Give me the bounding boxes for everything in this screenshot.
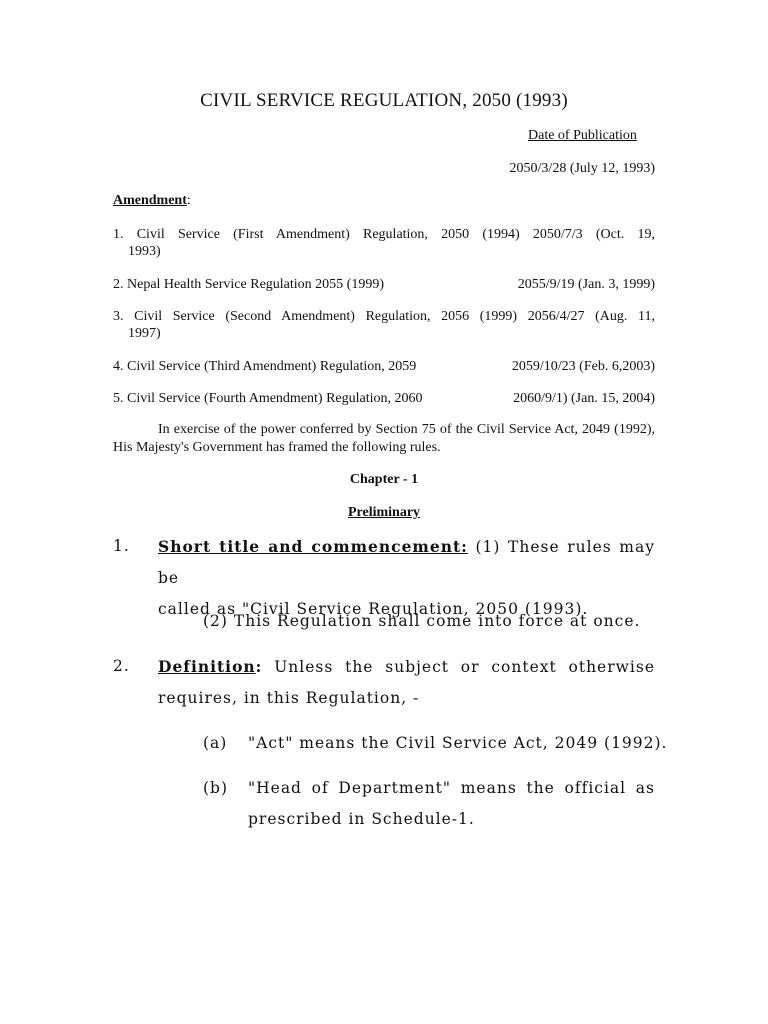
preamble-paragraph: In exercise of the power conferred by Section 75 of the Civil Service Act, 2049 (1992), His Majesty's Government has framed the following rules.: [113, 422, 655, 455]
amendment-line: 3. Civil Service (Second Amendment) Regulation, 2056 (1999) 2056/4/27 (Aug. 11,: [113, 309, 655, 324]
amendment-item: [113, 358, 655, 376]
definition-line-1: "Head of Department" means the official as: [248, 779, 655, 797]
section-heading: Short title and commencement:: [158, 537, 468, 556]
section-1-subclause: (2) This Regulation shall come into force at once.: [203, 612, 641, 630]
section-2-line-2: requires, in this Regulation, -: [158, 689, 420, 707]
amendment-colon: :: [186, 193, 191, 208]
amendment-item: [113, 276, 655, 294]
section-heading: Definition: [158, 657, 256, 676]
amendment-title: 2. Nepal Health Service Regulation 2055 (1999): [113, 277, 384, 292]
definition-label: (a): [203, 734, 228, 752]
section-heading-colon: :: [255, 657, 263, 676]
definition-label: (b): [203, 779, 229, 797]
amendment-item: [113, 226, 655, 260]
definition-line-2: prescribed in Schedule-1.: [248, 810, 475, 828]
section-1-line-2: called as "Civil Service Regulation, 2050 (1993).: [158, 600, 589, 618]
definition-text: "Act" means the Civil Service Act, 2049 (1992).: [248, 734, 668, 752]
amendment-label: Amendment: [113, 193, 187, 208]
section-1-body: [158, 531, 655, 625]
section-2-line-1: [158, 651, 655, 683]
amendment-line-continued: 1993): [128, 244, 161, 259]
amendment-line-continued: 1997): [128, 326, 161, 341]
amendment-title: 4. Civil Service (Third Amendment) Regulation, 2059: [113, 359, 417, 374]
publication-date: 2050/3/28 (July 12, 1993): [509, 161, 655, 176]
section-1-line-1: [158, 531, 655, 594]
document-title: CIVIL SERVICE REGULATION, 2050 (1993): [200, 90, 568, 111]
amendment-date: 2060/9/1) (Jan. 15, 2004): [513, 391, 655, 406]
chapter-heading: Chapter - 1: [349, 472, 419, 487]
amendment-line: 1. Civil Service (First Amendment) Regulation, 2050 (1994) 2050/7/3 (Oct. 19,: [113, 227, 655, 242]
amendment-date: 2059/10/23 (Feb. 6,2003): [511, 359, 655, 374]
section-2-body: [158, 651, 655, 714]
amendment-item: [113, 390, 655, 408]
section-number: 2.: [113, 657, 130, 675]
publication-label: Date of Publication: [528, 128, 637, 143]
section-1-text: (1) These rules may be: [158, 538, 656, 587]
section-number: 1.: [113, 537, 130, 555]
amendment-item: [113, 308, 655, 342]
definition-text: [248, 773, 655, 835]
amendment-heading: [113, 193, 191, 209]
section-2-text: Unless the subject or context otherwise: [274, 658, 655, 676]
chapter-subtitle: Preliminary: [347, 505, 421, 520]
amendment-date: 2055/9/19 (Jan. 3, 1999): [517, 277, 655, 292]
amendment-title: 5. Civil Service (Fourth Amendment) Regulation, 2060: [113, 391, 423, 406]
